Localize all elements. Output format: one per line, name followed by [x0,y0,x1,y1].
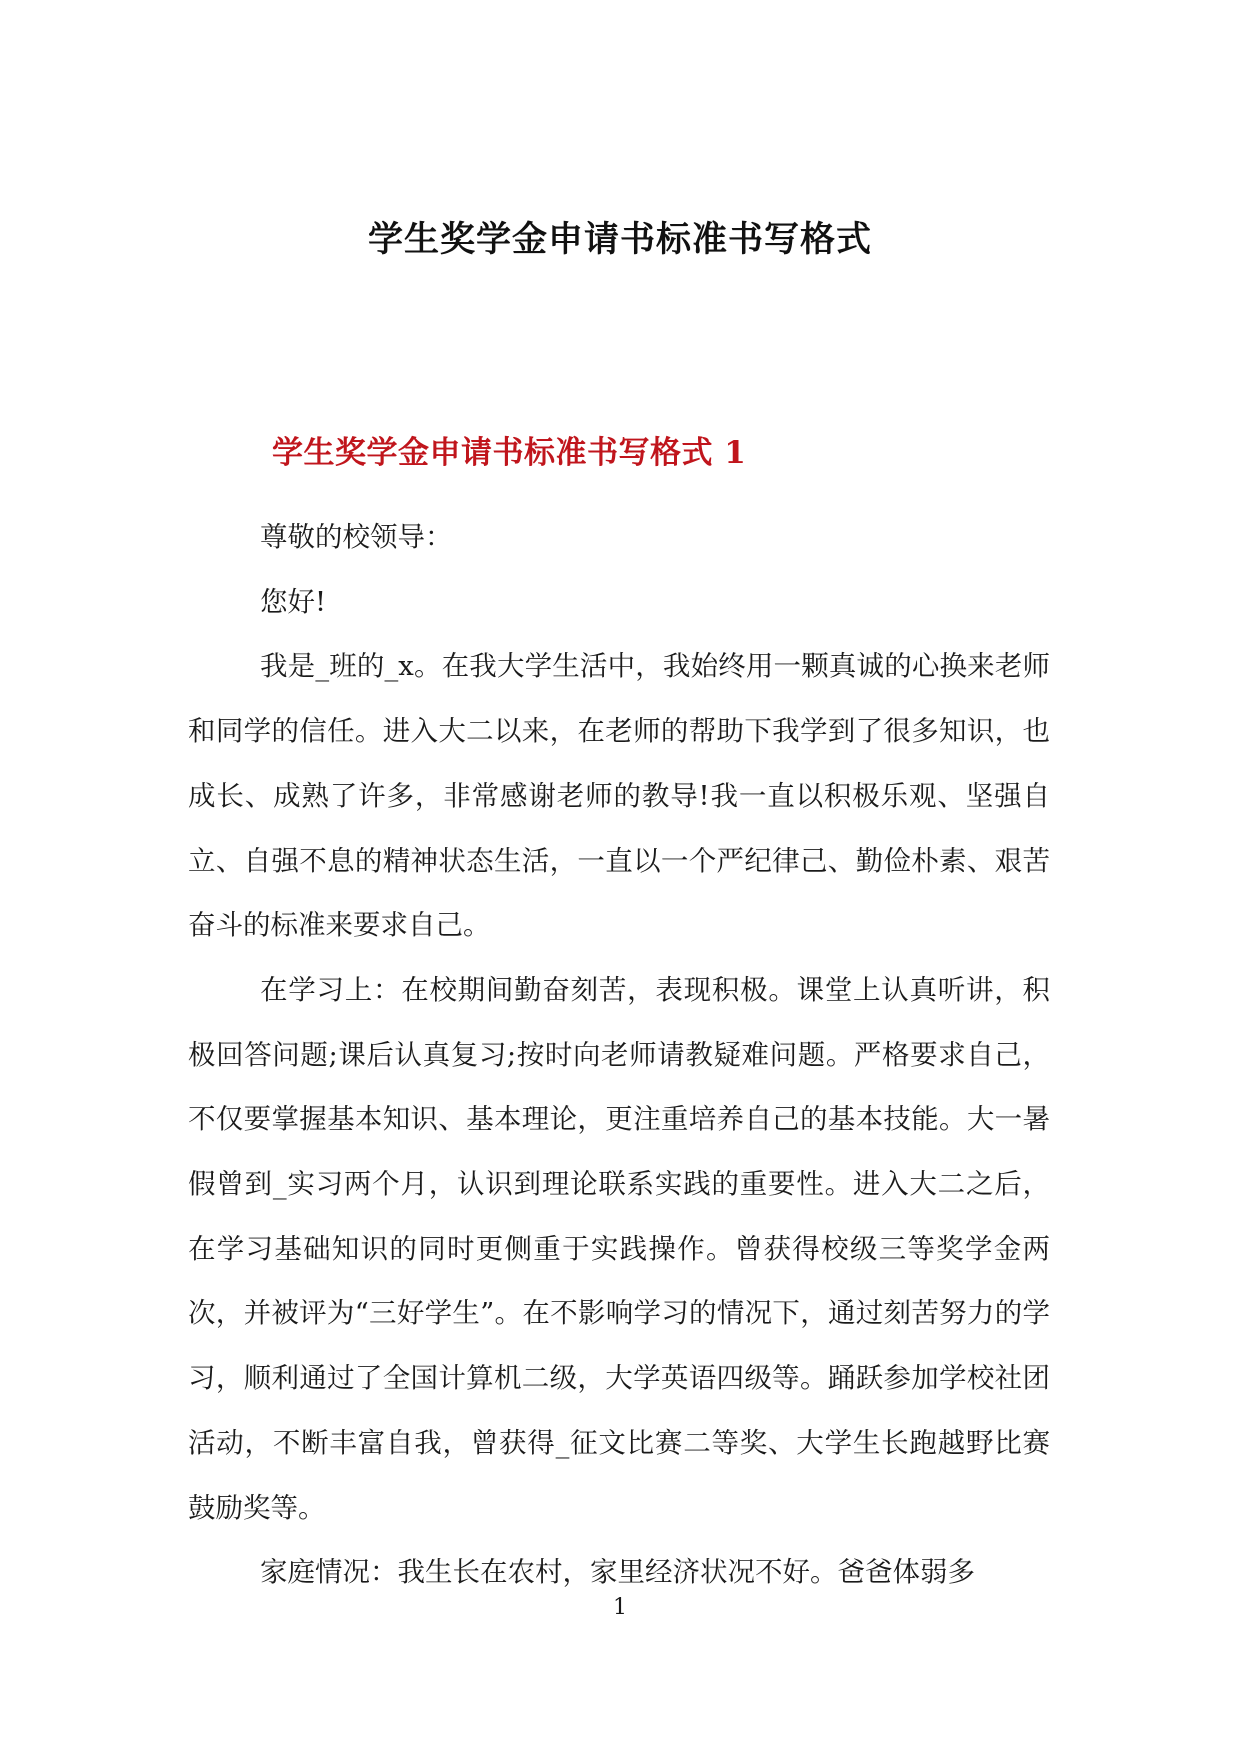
paragraph-study: 在学习上：在校期间勤奋刻苦，表现积极。课堂上认真听讲，积极回答问题;课后认真复习;按时向老师请教疑难问题。严格要求自己，不仅要掌握基本知识、基本理论，更注重培养自己的基本技能。大一暑假曾到_实习两个月，认识到理论联系实践的重要性。进入大二之后，在学习基础知识的同时更侧重于实践操作。曾获得校级三等奖学金两次，并被评为“三好学生”。在不影响学习的情况下，通过刻苦努力的学习，顺利通过了全国计算机二级，大学英语四级等。踊跃参加学校社团活动，不断丰富自我，曾获得_征文比赛二等奖、大学生长跑越野比赛鼓励奖等。 [188,973,1050,1524]
document-title: 学生奖学金申请书标准书写格式 [367,219,872,260]
salutation: 尊敬的校领导： [260,521,453,553]
paragraph-introduction: 我是_班的_x。在我大学生活中，我始终用一颗真诚的心换来老师和同学的信任。进入大二以来，在老师的帮助下我学到了很多知识，也成长、成熟了许多，非常感谢老师的教导!我一直以积极乐观、坚强自立、自强不息的精神状态生活，一直以一个严纪律己、勤俭朴素、艰苦奋斗的标准来要求自己。 [188,650,1050,942]
page-number: 1 [613,1595,627,1620]
paragraph-family: 家庭情况：我生长在农村，家里经济状况不好。爸爸体弱多 [260,1556,975,1589]
document-body [188,505,1050,1605]
section-heading: 学生奖学金申请书标准书写格式 1 [272,435,747,471]
greeting: 您好! [260,585,327,618]
